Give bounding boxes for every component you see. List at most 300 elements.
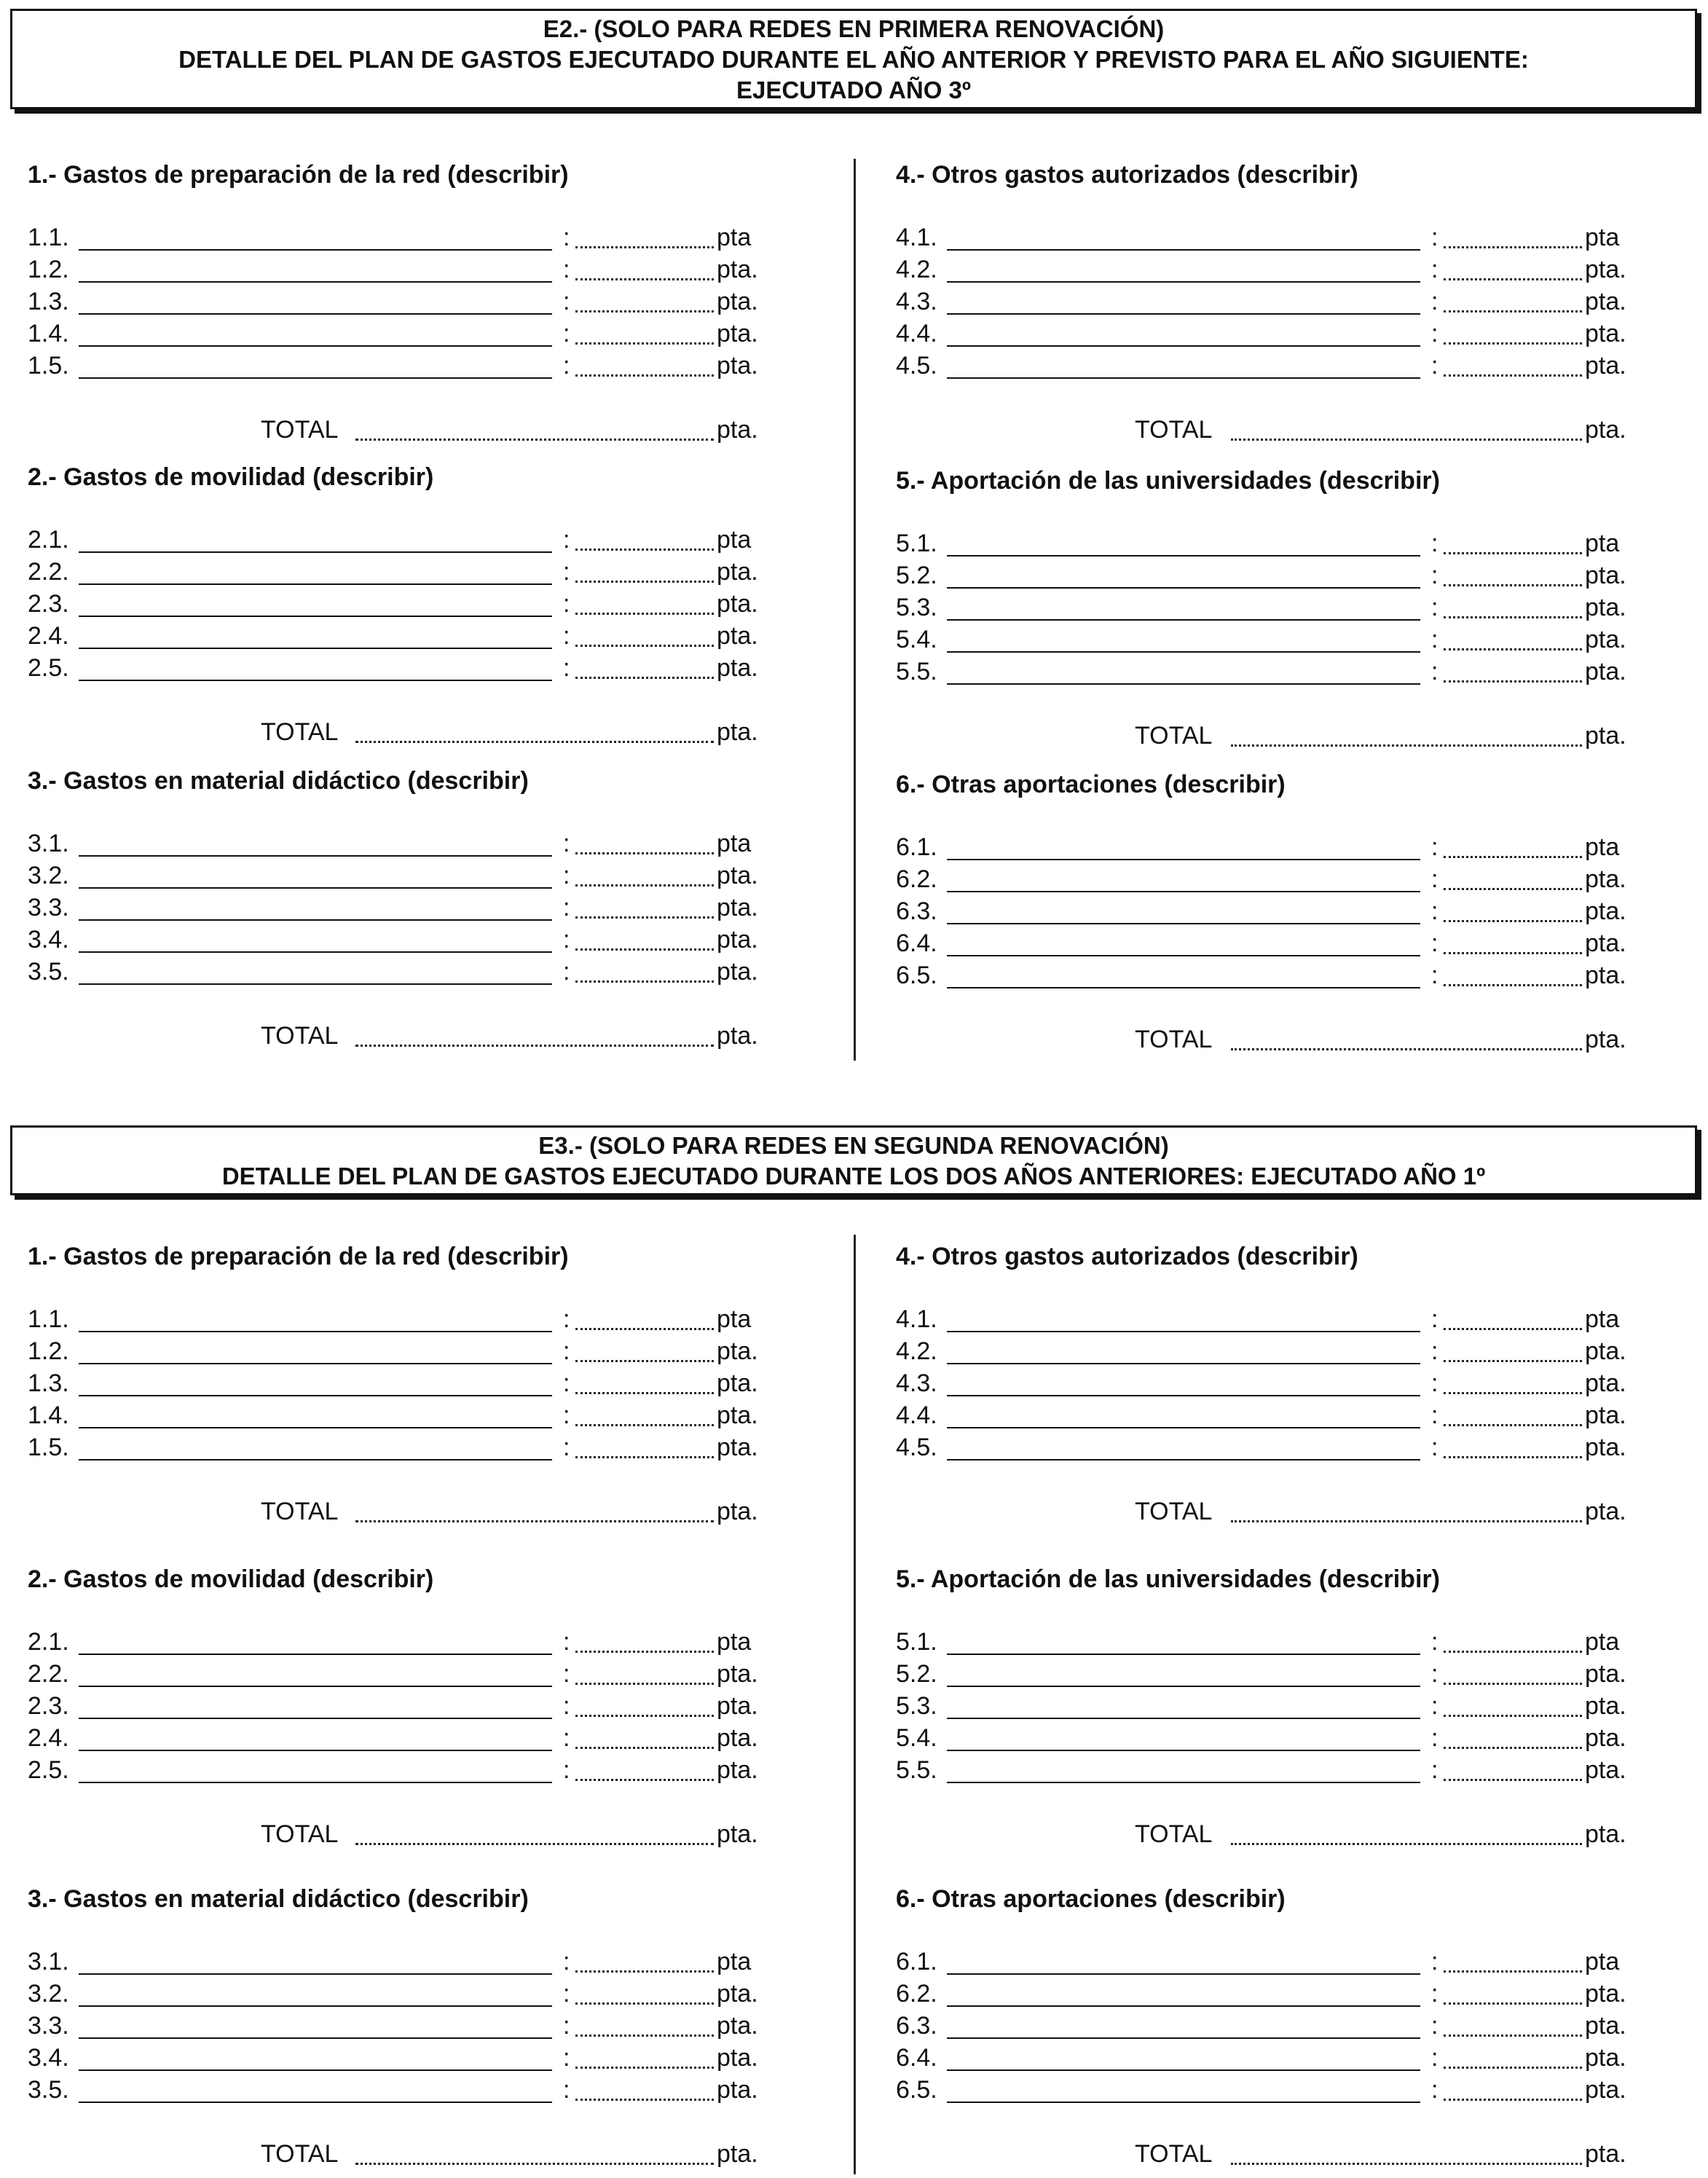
expense-row: [28, 1303, 829, 1335]
currency-unit: pta.: [717, 894, 758, 921]
total-row: [28, 414, 829, 446]
currency-unit: pta.: [717, 590, 758, 618]
amount-field[interactable]: [575, 1690, 714, 1717]
row-number: 4.3.: [896, 1369, 937, 1397]
row-number: 5.1.: [896, 530, 937, 557]
row-number: 2.2.: [28, 1660, 69, 1688]
amount-field[interactable]: [1444, 1626, 1582, 1653]
colon: :: [1431, 865, 1439, 893]
row-number: 1.5.: [28, 352, 69, 380]
expense-row: [28, 286, 829, 318]
total-amount-field[interactable]: [355, 1495, 714, 1522]
form-block-e2: [0, 0, 1708, 1064]
row-number: 4.5.: [896, 352, 937, 380]
currency-unit: pta.: [717, 1756, 758, 1784]
total-label: TOTAL: [1135, 1026, 1213, 1053]
currency-unit: pta.: [717, 862, 758, 889]
expense-row: [896, 350, 1697, 382]
expense-row: [28, 1978, 829, 2010]
currency-unit: pta.: [1585, 1756, 1626, 1784]
colon: :: [563, 2076, 570, 2104]
expense-row: [896, 656, 1697, 688]
amount-field[interactable]: [575, 1978, 714, 2005]
amount-field[interactable]: [575, 1367, 714, 1394]
description-field[interactable]: [79, 318, 552, 347]
section-title: 2.- Gastos de movilidad (describir): [28, 463, 434, 491]
total-amount-field[interactable]: [355, 2138, 714, 2165]
description-field[interactable]: [947, 591, 1420, 621]
total-amount-field[interactable]: [1231, 1818, 1582, 1845]
description-field[interactable]: [947, 286, 1420, 315]
expense-row: [896, 624, 1697, 656]
currency-unit: pta.: [717, 1434, 758, 1461]
expense-row: [28, 1946, 829, 1978]
amount-field[interactable]: [1444, 2010, 1582, 2037]
row-number: 3.3.: [28, 894, 69, 921]
description-field[interactable]: [79, 924, 552, 953]
description-field[interactable]: [79, 588, 552, 617]
expense-row: [896, 1626, 1697, 1658]
currency-unit: pta.: [1585, 288, 1626, 315]
description-field[interactable]: [79, 1303, 552, 1332]
amount-field[interactable]: [1444, 1690, 1582, 1717]
amount-field[interactable]: [1444, 559, 1582, 586]
expense-section-1: [28, 1242, 829, 1533]
expense-row: [896, 959, 1697, 991]
total-label: TOTAL: [1135, 416, 1213, 444]
row-number: 2.2.: [28, 558, 69, 586]
total-label: TOTAL: [261, 718, 339, 746]
total-amount-field[interactable]: [355, 1020, 714, 1047]
description-field[interactable]: [947, 1399, 1420, 1428]
expense-section-5: [896, 1565, 1697, 1856]
row-number: 5.3.: [896, 1692, 937, 1720]
row-number: 4.2.: [896, 1337, 937, 1365]
description-field[interactable]: [947, 895, 1420, 924]
amount-field[interactable]: [575, 1946, 714, 1973]
currency-unit: pta.: [1585, 562, 1626, 589]
section-title: 1.- Gastos de preparación de la red (describir): [28, 1243, 569, 1270]
description-field[interactable]: [947, 1303, 1420, 1332]
currency-unit: pta.: [1585, 1498, 1626, 1525]
amount-field[interactable]: [1444, 527, 1582, 554]
amount-field[interactable]: [1444, 1431, 1582, 1458]
currency-unit: pta.: [1585, 594, 1626, 621]
colon: :: [563, 1305, 570, 1333]
colon: :: [1431, 2044, 1439, 2072]
section-title: 4.- Otros gastos autorizados (describir): [896, 1243, 1358, 1270]
description-field[interactable]: [947, 527, 1420, 557]
expense-row: [28, 2074, 829, 2106]
expense-section-2: [28, 1565, 829, 1856]
description-field[interactable]: [947, 2074, 1420, 2103]
description-field[interactable]: [947, 1335, 1420, 1364]
amount-field[interactable]: [575, 2074, 714, 2101]
colon: :: [563, 1401, 570, 1429]
currency-unit: pta.: [1585, 1692, 1626, 1720]
expense-row: [896, 2042, 1697, 2074]
currency-unit: pta: [1585, 1628, 1620, 1656]
amount-field[interactable]: [1444, 1722, 1582, 1749]
amount-field[interactable]: [575, 350, 714, 377]
total-row: [896, 720, 1697, 752]
colon: :: [1431, 288, 1439, 315]
amount-field[interactable]: [1444, 350, 1582, 377]
row-number: 1.5.: [28, 1434, 69, 1461]
currency-unit: pta.: [1585, 962, 1626, 989]
amount-field[interactable]: [1444, 253, 1582, 280]
row-number: 5.4.: [896, 626, 937, 653]
currency-unit: pta.: [1585, 1401, 1626, 1429]
colon: :: [1431, 1628, 1439, 1656]
colon: :: [563, 352, 570, 380]
description-field[interactable]: [947, 1626, 1420, 1655]
currency-unit: pta.: [717, 1401, 758, 1429]
currency-unit: pta.: [1585, 1724, 1626, 1752]
amount-field[interactable]: [1444, 2074, 1582, 2101]
amount-field[interactable]: [1444, 591, 1582, 618]
amount-field[interactable]: [575, 1626, 714, 1653]
colon: :: [563, 958, 570, 986]
expense-row: [28, 350, 829, 382]
expense-section-1: [28, 160, 829, 452]
row-number: 5.4.: [896, 1724, 937, 1752]
description-field[interactable]: [79, 1335, 552, 1364]
colon: :: [1431, 2012, 1439, 2040]
row-number: 2.4.: [28, 622, 69, 650]
amount-field[interactable]: [1444, 221, 1582, 248]
description-field[interactable]: [79, 1978, 552, 2007]
colon: :: [563, 526, 570, 554]
header-line: DETALLE DEL PLAN DE GASTOS EJECUTADO DURANTE EL AÑO ANTERIOR Y PREVISTO PARA EL AÑO SIGUIENTE:: [178, 46, 1529, 73]
colon: :: [563, 1434, 570, 1461]
row-number: 2.5.: [28, 654, 69, 682]
colon: :: [1431, 658, 1439, 685]
description-field[interactable]: [79, 620, 552, 649]
description-field[interactable]: [947, 1658, 1420, 1687]
currency-unit: pta: [1585, 530, 1620, 557]
amount-field[interactable]: [575, 286, 714, 312]
amount-field[interactable]: [575, 1658, 714, 1685]
total-row: [896, 1495, 1697, 1528]
description-field[interactable]: [947, 1978, 1420, 2007]
amount-field[interactable]: [1444, 1367, 1582, 1394]
description-field[interactable]: [947, 624, 1420, 653]
expense-row: [896, 2074, 1697, 2106]
description-field[interactable]: [947, 831, 1420, 860]
amount-field[interactable]: [1444, 831, 1582, 858]
description-field[interactable]: [947, 1690, 1420, 1719]
description-field[interactable]: [79, 652, 552, 681]
amount-field[interactable]: [575, 588, 714, 615]
colon: :: [563, 1980, 570, 2008]
amount-field[interactable]: [575, 956, 714, 983]
expense-row: [896, 318, 1697, 350]
currency-unit: pta: [717, 224, 752, 251]
expense-row: [28, 1399, 829, 1431]
amount-field[interactable]: [575, 860, 714, 886]
row-number: 4.2.: [896, 256, 937, 283]
currency-unit: pta.: [717, 718, 758, 746]
row-number: 6.4.: [896, 2044, 937, 2072]
amount-field[interactable]: [575, 524, 714, 551]
expense-row: [896, 286, 1697, 318]
row-number: 3.2.: [28, 862, 69, 889]
description-field[interactable]: [79, 956, 552, 985]
description-field[interactable]: [79, 286, 552, 315]
amount-field[interactable]: [575, 892, 714, 919]
row-number: 4.1.: [896, 1305, 937, 1333]
total-amount-field[interactable]: [355, 716, 714, 743]
amount-field[interactable]: [575, 1754, 714, 1781]
colon: :: [1431, 1305, 1439, 1333]
description-field[interactable]: [947, 1754, 1420, 1783]
currency-unit: pta.: [1585, 929, 1626, 957]
amount-field[interactable]: [1444, 286, 1582, 312]
description-field[interactable]: [947, 1722, 1420, 1751]
expense-row: [28, 1335, 829, 1367]
total-amount-field[interactable]: [1231, 414, 1582, 441]
total-row: [28, 1495, 829, 1528]
total-label: TOTAL: [1135, 1498, 1213, 1525]
description-field[interactable]: [947, 350, 1420, 379]
amount-field[interactable]: [575, 1431, 714, 1458]
amount-field[interactable]: [1444, 2042, 1582, 2069]
currency-unit: pta.: [1585, 658, 1626, 685]
description-field[interactable]: [79, 2010, 552, 2039]
expense-row: [896, 253, 1697, 286]
amount-field[interactable]: [1444, 895, 1582, 922]
total-row: [28, 1020, 829, 1052]
row-number: 2.3.: [28, 1692, 69, 1720]
amount-field[interactable]: [1444, 1946, 1582, 1973]
currency-unit: pta.: [717, 1724, 758, 1752]
total-row: [896, 2138, 1697, 2170]
amount-field[interactable]: [1444, 624, 1582, 650]
colon: :: [1431, 1660, 1439, 1688]
currency-unit: pta.: [717, 1498, 758, 1525]
total-amount-field[interactable]: [1231, 720, 1582, 747]
expense-row: [28, 221, 829, 253]
expense-row: [28, 860, 829, 892]
currency-unit: pta.: [717, 1980, 758, 2008]
row-number: 3.2.: [28, 1980, 69, 2008]
total-amount-field[interactable]: [1231, 1023, 1582, 1050]
expense-row: [896, 527, 1697, 559]
description-field[interactable]: [947, 863, 1420, 892]
total-amount-field[interactable]: [355, 414, 714, 441]
expense-row: [896, 863, 1697, 895]
row-number: 2.4.: [28, 1724, 69, 1752]
description-field[interactable]: [79, 1431, 552, 1460]
description-field[interactable]: [79, 350, 552, 379]
total-row: [896, 414, 1697, 446]
amount-field[interactable]: [575, 1722, 714, 1749]
total-amount-field[interactable]: [1231, 1495, 1582, 1522]
total-label: TOTAL: [1135, 722, 1213, 750]
amount-field[interactable]: [575, 1335, 714, 1362]
section-title: 1.- Gastos de preparación de la red (describir): [28, 161, 569, 189]
expense-row: [28, 1367, 829, 1399]
colon: :: [1431, 1434, 1439, 1461]
row-number: 4.5.: [896, 1434, 937, 1461]
amount-field[interactable]: [1444, 1978, 1582, 2005]
colon: :: [1431, 1337, 1439, 1365]
currency-unit: pta.: [1585, 2012, 1626, 2040]
description-field[interactable]: [79, 892, 552, 921]
amount-field[interactable]: [575, 221, 714, 248]
colon: :: [1431, 2076, 1439, 2104]
row-number: 1.4.: [28, 320, 69, 347]
colon: :: [1431, 1692, 1439, 1720]
currency-unit: pta.: [1585, 865, 1626, 893]
colon: :: [563, 1948, 570, 1975]
description-field[interactable]: [947, 927, 1420, 956]
amount-field[interactable]: [575, 827, 714, 854]
expense-row: [896, 927, 1697, 959]
currency-unit: pta.: [717, 1820, 758, 1848]
expense-row: [896, 1303, 1697, 1335]
expense-row: [896, 1722, 1697, 1754]
expense-row: [28, 253, 829, 286]
expense-row: [896, 1335, 1697, 1367]
currency-unit: pta: [1585, 833, 1620, 861]
amount-field[interactable]: [1444, 1754, 1582, 1781]
description-field[interactable]: [79, 1754, 552, 1783]
expense-row: [28, 1431, 829, 1463]
description-field[interactable]: [947, 318, 1420, 347]
colon: :: [563, 1628, 570, 1656]
colon: :: [563, 2044, 570, 2072]
currency-unit: pta.: [1585, 1820, 1626, 1848]
amount-field[interactable]: [1444, 927, 1582, 954]
currency-unit: pta.: [717, 1022, 758, 1050]
amount-field[interactable]: [575, 2010, 714, 2037]
colon: :: [1431, 1948, 1439, 1975]
currency-unit: pta.: [717, 416, 758, 444]
amount-field[interactable]: [1444, 959, 1582, 986]
description-field[interactable]: [947, 656, 1420, 685]
description-field[interactable]: [947, 559, 1420, 589]
description-field[interactable]: [79, 556, 552, 585]
amount-field[interactable]: [1444, 1335, 1582, 1362]
expense-row: [28, 2042, 829, 2074]
row-number: 3.1.: [28, 1948, 69, 1975]
row-number: 3.4.: [28, 926, 69, 954]
amount-field[interactable]: [1444, 318, 1582, 345]
amount-field[interactable]: [1444, 863, 1582, 890]
currency-unit: pta.: [717, 926, 758, 954]
description-field[interactable]: [947, 1431, 1420, 1460]
expense-row: [896, 1946, 1697, 1978]
currency-unit: pta.: [1585, 1434, 1626, 1461]
description-field[interactable]: [79, 1722, 552, 1751]
description-field[interactable]: [947, 959, 1420, 988]
colon: :: [1431, 1756, 1439, 1784]
description-field[interactable]: [947, 2042, 1420, 2071]
amount-field[interactable]: [575, 620, 714, 647]
amount-field[interactable]: [575, 924, 714, 951]
description-field[interactable]: [79, 2074, 552, 2103]
expense-row: [28, 556, 829, 588]
row-number: 5.1.: [896, 1628, 937, 1656]
amount-field[interactable]: [1444, 1658, 1582, 1685]
amount-field[interactable]: [575, 318, 714, 345]
total-label: TOTAL: [261, 1820, 339, 1848]
description-field[interactable]: [79, 221, 552, 251]
currency-unit: pta.: [717, 288, 758, 315]
amount-field[interactable]: [1444, 1399, 1582, 1426]
description-field[interactable]: [79, 1399, 552, 1428]
section-title: 5.- Aportación de las universidades (describir): [896, 1565, 1440, 1593]
expense-section-5: [896, 466, 1697, 758]
description-field[interactable]: [79, 827, 552, 857]
description-field[interactable]: [79, 1946, 552, 1975]
expense-row: [896, 1658, 1697, 1690]
colon: :: [563, 1337, 570, 1365]
currency-unit: pta.: [1585, 320, 1626, 347]
section-title: 3.- Gastos en material didáctico (describir): [28, 1885, 529, 1913]
amount-field[interactable]: [575, 1303, 714, 1330]
amount-field[interactable]: [575, 253, 714, 280]
amount-field[interactable]: [575, 652, 714, 679]
currency-unit: pta: [1585, 1305, 1620, 1333]
description-field[interactable]: [79, 524, 552, 553]
currency-unit: pta.: [717, 622, 758, 650]
expense-row: [28, 524, 829, 556]
amount-field[interactable]: [575, 1399, 714, 1426]
description-field[interactable]: [947, 2010, 1420, 2039]
amount-field[interactable]: [575, 2042, 714, 2069]
row-number: 3.5.: [28, 2076, 69, 2104]
row-number: 2.3.: [28, 590, 69, 618]
amount-field[interactable]: [575, 556, 714, 583]
expense-row: [896, 559, 1697, 591]
total-amount-field[interactable]: [1231, 2138, 1582, 2165]
row-number: 1.2.: [28, 1337, 69, 1365]
row-number: 6.1.: [896, 1948, 937, 1975]
colon: :: [563, 654, 570, 682]
amount-field[interactable]: [1444, 656, 1582, 683]
colon: :: [1431, 530, 1439, 557]
description-field[interactable]: [79, 1690, 552, 1719]
description-field[interactable]: [79, 1658, 552, 1687]
row-number: 3.5.: [28, 958, 69, 986]
description-field[interactable]: [947, 221, 1420, 251]
amount-field[interactable]: [1444, 1303, 1582, 1330]
row-number: 4.4.: [896, 320, 937, 347]
expense-section-6: [896, 1884, 1697, 2176]
row-number: 5.5.: [896, 1756, 937, 1784]
description-field[interactable]: [947, 1946, 1420, 1975]
description-field[interactable]: [79, 1367, 552, 1396]
description-field[interactable]: [947, 253, 1420, 283]
colon: :: [563, 1369, 570, 1397]
expense-row: [28, 892, 829, 924]
currency-unit: pta.: [1585, 2140, 1626, 2168]
row-number: 6.3.: [896, 897, 937, 925]
description-field[interactable]: [79, 860, 552, 889]
description-field[interactable]: [947, 1367, 1420, 1396]
header-line: E2.- (SOLO PARA REDES EN PRIMERA RENOVACIÓN): [543, 15, 1165, 42]
row-number: 6.5.: [896, 962, 937, 989]
total-amount-field[interactable]: [355, 1818, 714, 1845]
description-field[interactable]: [79, 1626, 552, 1655]
description-field[interactable]: [79, 2042, 552, 2071]
colon: :: [1431, 1724, 1439, 1752]
description-field[interactable]: [79, 253, 552, 283]
currency-unit: pta.: [1585, 256, 1626, 283]
